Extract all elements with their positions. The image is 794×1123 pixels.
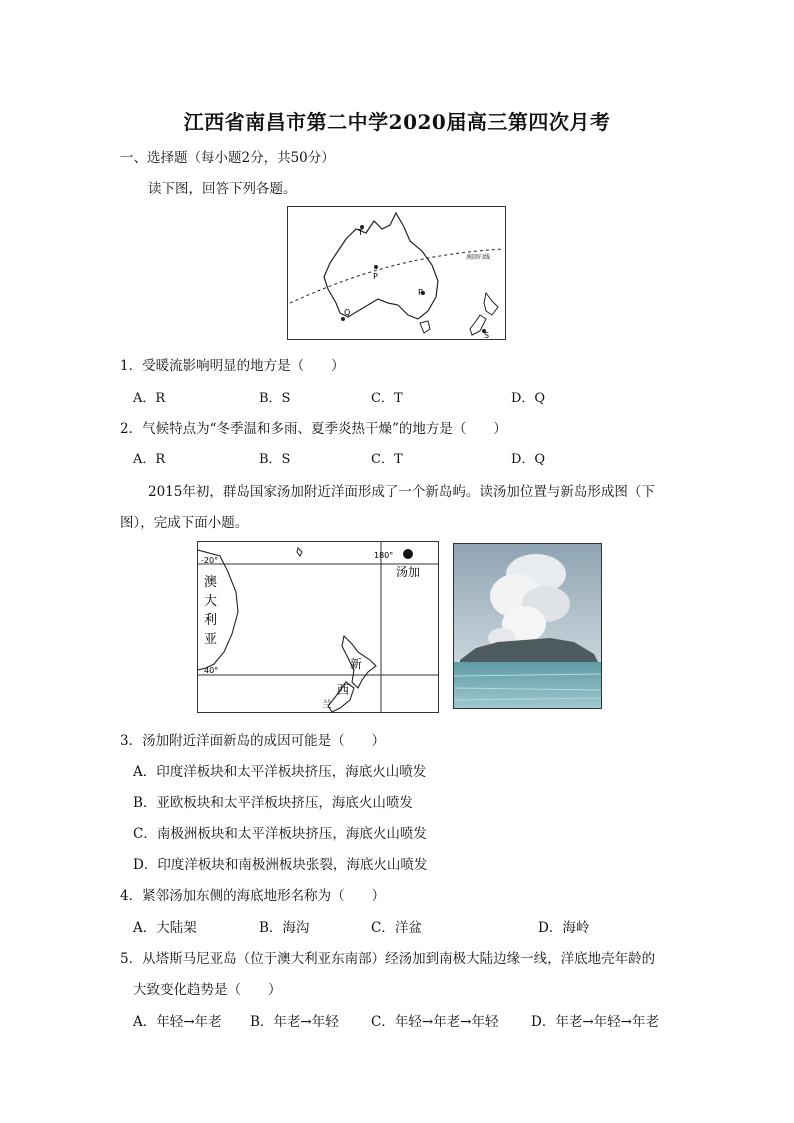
question-5-option-d: D．年老→年轻→年老 [531,1014,659,1030]
australia-char-3: 利 [204,613,218,628]
australia-outline [324,213,438,319]
tonga-location-map [197,541,439,713]
question-5-stem-line-2: 大致变化趋势是（ ） [133,982,282,998]
lat-minus-20-label: -20° [201,556,219,565]
lat-40-label: 40° [204,666,219,675]
page-title: 江西省南昌市第二中学2020届高三第四次月考 [183,110,611,134]
question-5-option-c: C．年轻→年老→年轻 [371,1014,499,1030]
tonga-label: 汤加 [396,565,421,579]
question-2-option-b: B．S [259,452,291,467]
new-zealand-char-2: 西 [337,683,350,697]
question-4-option-c: C．洋盆 [371,920,422,936]
point-s-label: S [484,331,490,339]
question-5-option-b: B．年老→年轻 [250,1014,339,1030]
tasmania-outline [420,321,430,333]
new-zealand-north-outline [484,293,498,315]
question-2-option-c: C．T [371,452,403,467]
volcano-photo-illustration [454,544,601,708]
point-r-label: R [418,288,424,297]
question-4-stem: 4．紧邻汤加东侧的海底地形名称为（ ） [120,888,386,904]
question-3-option-c: C．南极洲板块和太平洋板块挤压，海底火山喷发 [133,826,427,842]
lon-180-label: 180° [374,551,394,560]
question-1-option-b: B．S [259,391,291,406]
australia-char-2: 大 [204,594,218,609]
question-1-stem: 1．受暖流影响明显的地方是（ ） [120,358,345,374]
tonga-marker [403,549,413,559]
question-1-option-c: C．T [371,391,403,406]
australia-char-1: 澳 [204,575,218,590]
question-3-option-d: D．印度洋板块和南极洲板块张裂，海底火山喷发 [133,857,428,873]
question-3-option-a: A．印度洋板块和太平洋板块挤压，海底火山喷发 [133,764,427,780]
question-2-stem: 2．气候特点为“冬季温和多雨、夏季炎热干燥”的地方是（ ） [120,421,507,437]
question-1-option-d: D．Q [511,391,546,406]
point-t-label: T [358,228,363,237]
australia-map-figure [288,207,505,339]
intro-text-1: 读下图，回答下列各题。 [148,181,297,197]
australia-map [287,206,506,340]
question-2-option-a: A．R [133,452,166,467]
tonga-map-figure [198,542,438,712]
question-3-stem: 3．汤加附近洋面新岛的成因可能是（ ） [120,733,386,749]
australia-coast [198,550,238,670]
intro-text-2-line-1: 2015年初，群岛国家汤加附近洋面形成了一个新岛屿。读汤加位置与新岛形成图（下 [148,484,655,500]
question-2-option-d: D．Q [511,452,546,467]
section-heading: 一、选择题（每小题2分，共50分） [120,150,335,166]
tropic-label: 南回归线 [466,254,491,261]
volcanic-island-photo [453,543,602,709]
question-4-option-b: B．海沟 [259,920,310,936]
question-4-option-a: A．大陆架 [133,920,197,936]
question-3-option-b: B．亚欧板块和太平洋板块挤压，海底火山喷发 [133,795,413,811]
small-island [297,548,302,556]
point-q-label: Q [344,308,351,317]
new-zealand-char-3: 兰 [322,700,332,711]
point-p-label: P [373,272,378,281]
question-5-option-a: A．年轻→年老 [133,1014,222,1030]
australia-char-4: 亚 [204,632,218,647]
question-1-option-a: A．R [133,391,166,406]
new-zealand-char-1: 新 [350,657,363,671]
question-5-stem-line-1: 5．从塔斯马尼亚岛（位于澳大利亚东南部）经汤加到南极大陆边缘一线，洋底地壳年龄的 [120,951,656,967]
question-4-option-d: D．海岭 [538,920,590,936]
intro-text-2-line-2: 图），完成下面小题。 [120,515,249,531]
